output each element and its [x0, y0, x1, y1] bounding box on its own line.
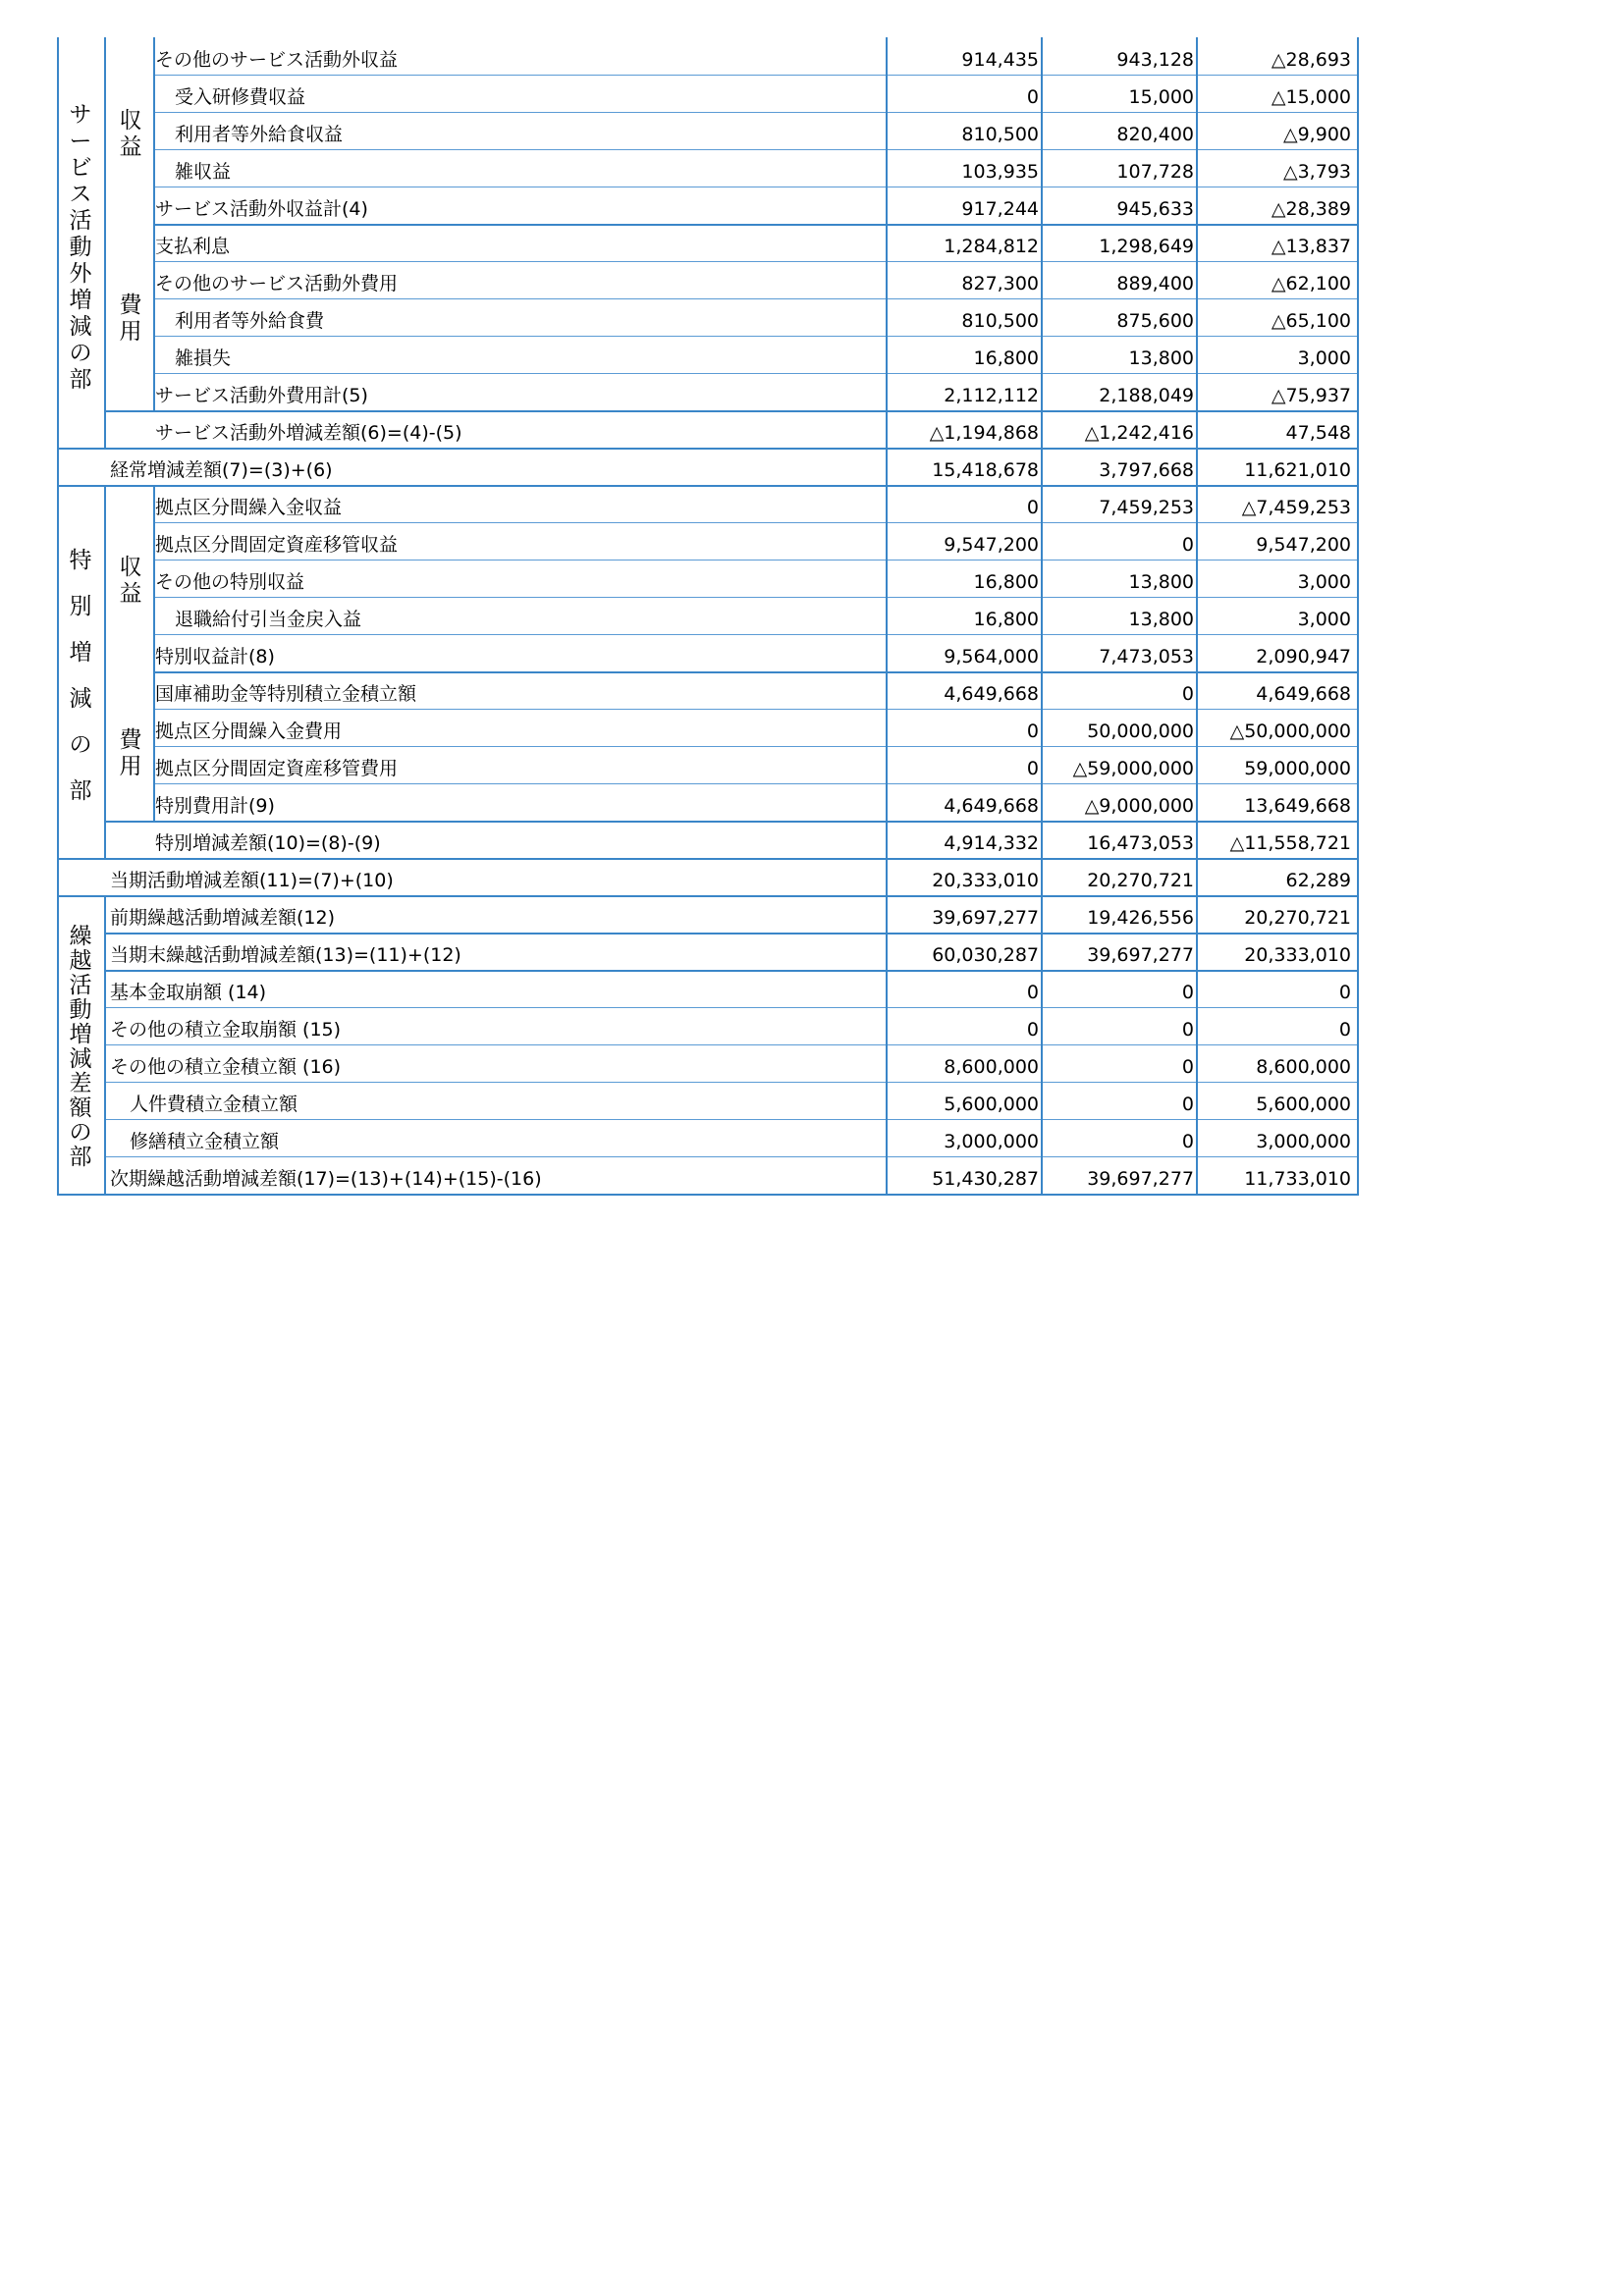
- table-row: [57, 373, 1359, 410]
- grid-hline: [104, 1044, 1359, 1045]
- previous-period-value: 16,473,053: [1087, 832, 1194, 854]
- current-period-value: 0: [1026, 86, 1039, 108]
- previous-period-value: 107,728: [1116, 161, 1194, 183]
- grid-hline: [153, 75, 1359, 76]
- current-period-value: 51,430,287: [932, 1168, 1039, 1190]
- current-period-value: 4,649,668: [944, 683, 1039, 705]
- current-period-value: △1,194,868: [929, 422, 1039, 444]
- grid-hline: [104, 821, 1359, 823]
- row-label: 人件費積立金積立額: [130, 1094, 298, 1115]
- grid-vline: [57, 37, 59, 1194]
- table-row: [57, 746, 1359, 783]
- previous-period-value: 15,000: [1128, 86, 1194, 108]
- difference-value: 4,649,668: [1256, 683, 1351, 705]
- current-period-value: 39,697,277: [932, 907, 1039, 929]
- difference-value: △75,937: [1271, 385, 1351, 406]
- grid-vline: [153, 485, 155, 821]
- table-row: [57, 671, 1359, 709]
- grid-hline: [153, 597, 1359, 598]
- row-label: サービス活動外費用計(5): [155, 385, 368, 406]
- previous-period-value: 945,633: [1116, 198, 1194, 220]
- table-row: [57, 560, 1359, 597]
- table-row: [57, 1082, 1359, 1119]
- previous-period-value: 0: [1181, 1094, 1194, 1115]
- special-char: 別: [69, 594, 92, 619]
- current-period-value: 8,600,000: [944, 1056, 1039, 1078]
- grid-hline: [153, 298, 1359, 299]
- difference-value: 0: [1338, 1019, 1351, 1041]
- grid-hline: [57, 1194, 1359, 1196]
- table-row: [57, 75, 1359, 112]
- grid-hline: [104, 970, 1359, 972]
- difference-value: 9,547,200: [1256, 534, 1351, 556]
- row-label: 特別増減差額(10)=(8)-(9): [155, 832, 381, 854]
- previous-period-value: 20,270,721: [1087, 870, 1194, 891]
- previous-period-value: 19,426,556: [1087, 907, 1194, 929]
- row-label: 支払利息: [155, 236, 231, 257]
- row-label: その他のサービス活動外収益: [155, 49, 399, 71]
- difference-value: 3,000: [1297, 609, 1351, 630]
- row-label: 当期活動増減差額(11)=(7)+(10): [110, 870, 394, 891]
- special-char: 減: [69, 686, 92, 712]
- table-row: [57, 112, 1359, 149]
- grid-vline: [1357, 37, 1359, 1194]
- current-period-value: 0: [1026, 1019, 1039, 1041]
- row-label: 次期繰越活動増減差額(17)=(13)+(14)+(15)-(16): [110, 1168, 542, 1190]
- grid-hline: [153, 522, 1359, 523]
- difference-value: 8,600,000: [1256, 1056, 1351, 1078]
- difference-value: △65,100: [1271, 310, 1351, 332]
- previous-period-value: 13,800: [1128, 347, 1194, 369]
- grid-hline: [104, 1119, 1359, 1120]
- current-period-value: 16,800: [973, 571, 1039, 593]
- grid-vline: [104, 485, 106, 858]
- table-row: [57, 709, 1359, 746]
- table-row: [57, 261, 1359, 298]
- current-period-value: 1,284,812: [944, 236, 1039, 257]
- previous-period-value: 0: [1181, 534, 1194, 556]
- row-label: 利用者等外給食費: [175, 310, 325, 332]
- current-period-value: 0: [1026, 758, 1039, 779]
- row-label: 拠点区分間固定資産移管収益: [155, 534, 399, 556]
- previous-period-value: 39,697,277: [1087, 944, 1194, 966]
- current-period-value: 4,914,332: [944, 832, 1039, 854]
- row-label: 国庫補助金等特別積立金積立額: [155, 683, 417, 705]
- difference-value: △11,558,721: [1229, 832, 1351, 854]
- table-row: [57, 1007, 1359, 1044]
- grid-hline: [153, 336, 1359, 337]
- row-label: 前期繰越活動増減差額(12): [110, 907, 336, 929]
- grid-hline: [57, 895, 1359, 897]
- current-period-value: 9,547,200: [944, 534, 1039, 556]
- row-label: 修繕積立金積立額: [130, 1131, 280, 1152]
- row-label: 特別費用計(9): [155, 795, 275, 817]
- previous-period-value: △59,000,000: [1072, 758, 1194, 779]
- grid-hline: [153, 224, 1359, 226]
- row-label: 特別収益計(8): [155, 646, 275, 667]
- grid-hline: [153, 149, 1359, 150]
- current-period-value: 827,300: [961, 273, 1039, 294]
- grid-vline: [153, 37, 155, 410]
- table-row: [57, 224, 1359, 261]
- grid-hline: [153, 373, 1359, 374]
- current-period-value: 2,112,112: [944, 385, 1039, 406]
- table-row: [57, 448, 1359, 485]
- previous-period-value: 13,800: [1128, 571, 1194, 593]
- table-row: [57, 1044, 1359, 1082]
- previous-period-value: △1,242,416: [1084, 422, 1194, 444]
- current-period-value: 16,800: [973, 347, 1039, 369]
- group-label-revenue-2: 収益: [119, 555, 142, 607]
- difference-value: 20,270,721: [1244, 907, 1351, 929]
- difference-value: 3,000: [1297, 571, 1351, 593]
- grid-hline: [153, 709, 1359, 710]
- row-label: 雑収益: [175, 161, 232, 183]
- previous-period-value: 2,188,049: [1099, 385, 1194, 406]
- difference-value: 20,333,010: [1244, 944, 1351, 966]
- previous-period-value: 39,697,277: [1087, 1168, 1194, 1190]
- table-row: [57, 336, 1359, 373]
- previous-period-value: 943,128: [1116, 49, 1194, 71]
- grid-vline: [104, 37, 106, 448]
- previous-period-value: 0: [1181, 982, 1194, 1003]
- row-label: 拠点区分間固定資産移管費用: [155, 758, 399, 779]
- row-label: 当期末繰越活動増減差額(13)=(11)+(12): [110, 944, 461, 966]
- table-row: [57, 1156, 1359, 1194]
- row-label: 基本金取崩額 (14): [110, 982, 267, 1003]
- current-period-value: 60,030,287: [932, 944, 1039, 966]
- table-row: [57, 1119, 1359, 1156]
- difference-value: 11,733,010: [1244, 1168, 1351, 1190]
- row-label: 雑損失: [175, 347, 232, 369]
- grid-vline: [886, 37, 888, 1194]
- table-row: [57, 821, 1359, 858]
- difference-value: 5,600,000: [1256, 1094, 1351, 1115]
- section-label-carry-forward: 繰越活動増減差額の部: [69, 924, 92, 1170]
- row-label: 拠点区分間繰入金収益: [155, 497, 343, 518]
- difference-value: △28,693: [1271, 49, 1351, 71]
- current-period-value: 16,800: [973, 609, 1039, 630]
- table-row: [57, 187, 1359, 224]
- table-row: [57, 858, 1359, 895]
- current-period-value: 0: [1026, 721, 1039, 742]
- current-period-value: 4,649,668: [944, 795, 1039, 817]
- current-period-value: 3,000,000: [944, 1131, 1039, 1152]
- table-row: [57, 970, 1359, 1007]
- difference-value: 3,000,000: [1256, 1131, 1351, 1152]
- grid-vline: [104, 895, 106, 1194]
- table-row: [57, 522, 1359, 560]
- grid-hline: [153, 560, 1359, 561]
- difference-value: 2,090,947: [1256, 646, 1351, 667]
- grid-hline: [153, 746, 1359, 747]
- previous-period-value: 820,400: [1116, 124, 1194, 145]
- current-period-value: 914,435: [961, 49, 1039, 71]
- previous-period-value: 0: [1181, 1019, 1194, 1041]
- previous-period-value: 889,400: [1116, 273, 1194, 294]
- current-period-value: 15,418,678: [932, 459, 1039, 481]
- difference-value: △13,837: [1271, 236, 1351, 257]
- table-row: [57, 634, 1359, 671]
- special-char: の: [69, 732, 92, 758]
- table-row: [57, 37, 1359, 75]
- grid-hline: [153, 112, 1359, 113]
- difference-value: 13,649,668: [1244, 795, 1351, 817]
- previous-period-value: △9,000,000: [1084, 795, 1194, 817]
- row-label: その他の積立金積立額 (16): [110, 1056, 342, 1078]
- difference-value: △3,793: [1282, 161, 1351, 183]
- difference-value: 47,548: [1285, 422, 1351, 444]
- grid-hline: [104, 1082, 1359, 1083]
- current-period-value: 917,244: [961, 198, 1039, 220]
- grid-hline: [153, 671, 1359, 673]
- table-row: [57, 933, 1359, 970]
- row-label: その他の積立金取崩額 (15): [110, 1019, 342, 1041]
- current-period-value: 20,333,010: [932, 870, 1039, 891]
- current-period-value: 5,600,000: [944, 1094, 1039, 1115]
- difference-value: 3,000: [1297, 347, 1351, 369]
- row-label: 拠点区分間繰入金費用: [155, 721, 343, 742]
- grid-hline: [57, 485, 1359, 487]
- difference-value: △28,389: [1271, 198, 1351, 220]
- income-statement-table: [57, 37, 1359, 1204]
- special-char: 増: [69, 640, 92, 666]
- previous-period-value: 3,797,668: [1099, 459, 1194, 481]
- previous-period-value: 875,600: [1116, 310, 1194, 332]
- previous-period-value: 0: [1181, 1131, 1194, 1152]
- previous-period-value: 50,000,000: [1087, 721, 1194, 742]
- grid-hline: [153, 261, 1359, 262]
- difference-value: 11,621,010: [1244, 459, 1351, 481]
- previous-period-value: 7,459,253: [1099, 497, 1194, 518]
- row-label: 利用者等外給食収益: [175, 124, 344, 145]
- row-label: 経常増減差額(7)=(3)+(6): [110, 459, 333, 481]
- grid-hline: [104, 1007, 1359, 1008]
- row-label: 退職給付引当金戻入益: [175, 609, 362, 630]
- special-char: 特: [69, 548, 92, 573]
- grid-hline: [104, 410, 1359, 412]
- previous-period-value: 13,800: [1128, 609, 1194, 630]
- group-label-expense-1: 費用: [119, 293, 142, 345]
- grid-vline: [1196, 37, 1198, 1194]
- grid-hline: [104, 933, 1359, 934]
- row-label: サービス活動外増減差額(6)=(4)-(5): [155, 422, 462, 444]
- previous-period-value: 0: [1181, 1056, 1194, 1078]
- previous-period-value: 1,298,649: [1099, 236, 1194, 257]
- current-period-value: 0: [1026, 982, 1039, 1003]
- current-period-value: 810,500: [961, 124, 1039, 145]
- grid-vline: [1041, 37, 1043, 1194]
- previous-period-value: 7,473,053: [1099, 646, 1194, 667]
- difference-value: △50,000,000: [1229, 721, 1351, 742]
- table-row: [57, 485, 1359, 522]
- current-period-value: 810,500: [961, 310, 1039, 332]
- row-label: サービス活動外収益計(4): [155, 198, 368, 220]
- group-label-revenue-1: 収益: [119, 108, 142, 160]
- current-period-value: 103,935: [961, 161, 1039, 183]
- difference-value: △9,900: [1282, 124, 1351, 145]
- grid-hline: [153, 634, 1359, 635]
- table-row: [57, 298, 1359, 336]
- section-label-service-external: サービス活動外増減の部: [69, 102, 92, 393]
- special-char: 部: [69, 778, 92, 804]
- table-row: [57, 410, 1359, 448]
- row-label: その他のサービス活動外費用: [155, 273, 399, 294]
- difference-value: △15,000: [1271, 86, 1351, 108]
- row-label: その他の特別収益: [155, 571, 305, 593]
- current-period-value: 0: [1026, 497, 1039, 518]
- table-row: [57, 597, 1359, 634]
- difference-value: 59,000,000: [1244, 758, 1351, 779]
- table-row: [57, 149, 1359, 187]
- grid-hline: [57, 858, 1359, 860]
- difference-value: 62,289: [1285, 870, 1351, 891]
- table-row: [57, 895, 1359, 933]
- row-label: 受入研修費収益: [175, 86, 306, 108]
- table-row: [57, 783, 1359, 821]
- previous-period-value: 0: [1181, 683, 1194, 705]
- grid-hline: [104, 1156, 1359, 1157]
- difference-value: △62,100: [1271, 273, 1351, 294]
- group-label-expense-2: 費用: [119, 727, 142, 779]
- grid-hline: [57, 448, 1359, 450]
- grid-hline: [153, 783, 1359, 784]
- difference-value: 0: [1338, 982, 1351, 1003]
- difference-value: △7,459,253: [1241, 497, 1351, 518]
- current-period-value: 9,564,000: [944, 646, 1039, 667]
